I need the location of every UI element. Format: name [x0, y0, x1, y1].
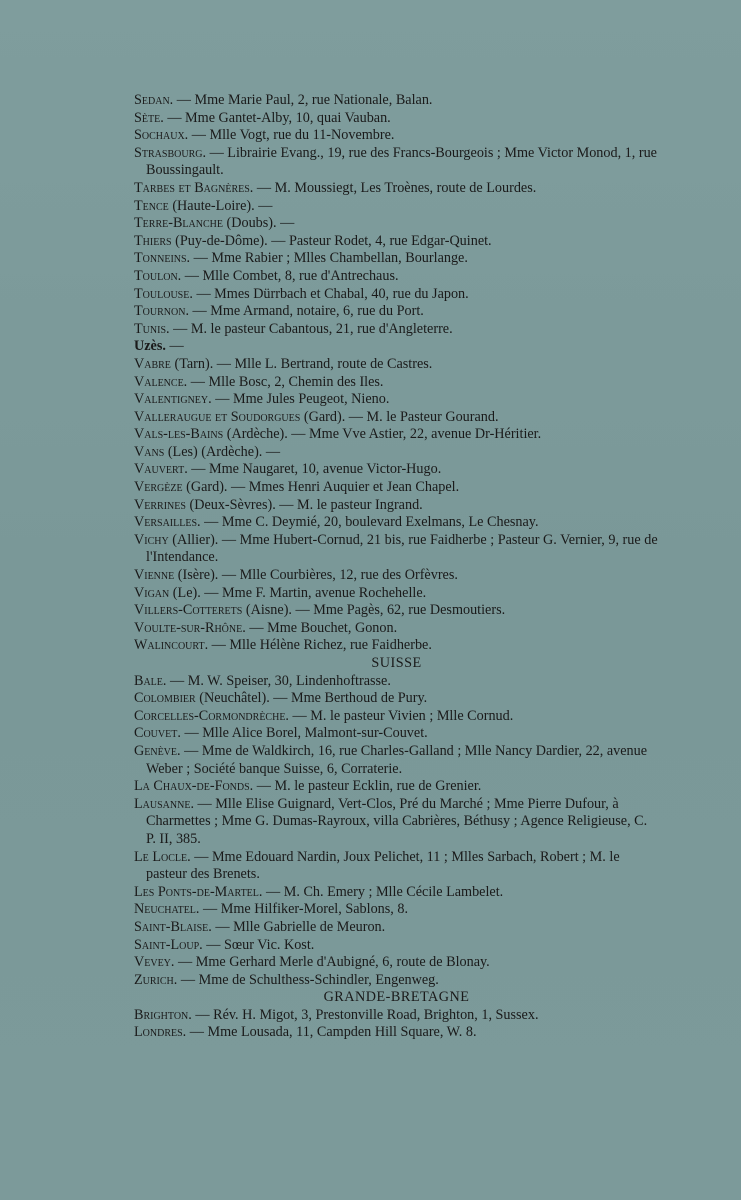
- entry-text: — Mme Gantet-Alby, 10, quai Vauban.: [163, 109, 391, 126]
- city-name: Verrines: [134, 496, 186, 513]
- directory-list: [134, 92, 659, 1042]
- directory-entry: [134, 110, 659, 128]
- directory-entry: [134, 215, 659, 233]
- entry-text: — Mlle Gabrielle de Meuron.: [211, 918, 386, 935]
- city-name: Vergèze: [134, 479, 183, 496]
- directory-entry: [134, 708, 659, 726]
- city-name: Tence: [134, 197, 169, 214]
- directory-entry: [134, 92, 659, 110]
- directory-entry: [134, 391, 659, 409]
- city-name: Londres.: [134, 1024, 187, 1041]
- directory-entry: [134, 585, 659, 603]
- city-name: Versailles.: [134, 514, 201, 531]
- directory-entry: [134, 919, 659, 937]
- directory-entry: [134, 479, 659, 497]
- entry-text: — Mme Edouard Nardin, Joux Pelichet, 11 ; Mlles Sarbach, Robert ; M. le pasteur des Brenets.: [146, 848, 620, 883]
- city-name: Vichy: [134, 531, 169, 548]
- city-name: Valentigney.: [134, 391, 212, 408]
- city-name: Voulte-sur-Rhône.: [134, 619, 246, 636]
- city-name: Valleraugue et Soudorgues: [134, 408, 301, 425]
- city-name: Sochaux.: [134, 127, 189, 144]
- entry-text: — M. Ch. Emery ; Mlle Cécile Lambelet.: [262, 883, 504, 900]
- section-heading: GRANDE-BRETAGNE: [323, 989, 470, 1006]
- city-name: Tunis.: [134, 320, 170, 337]
- entry-text: — Librairie Evang., 19, rue des Francs-Bourgeois ; Mme Victor Monod, 1, rue Boussingault.: [146, 144, 657, 179]
- entry-text: (Gard). — Mmes Henri Auquier et Jean Chapel.: [182, 479, 460, 496]
- entry-text: (Aisne). — Mme Pagès, 62, rue Desmoutiers.: [242, 602, 506, 619]
- directory-entry: [134, 673, 659, 691]
- city-name: Corcelles-Cormondrèche.: [134, 707, 289, 724]
- city-name: Terre-Blanche: [134, 215, 223, 232]
- entry-text: — Mmes Dürrbach et Chabal, 40, rue du Japon.: [192, 285, 469, 302]
- directory-entry: [134, 796, 659, 849]
- directory-entry: [134, 461, 659, 479]
- directory-entry: [134, 268, 659, 286]
- directory-entry: [134, 1024, 659, 1042]
- directory-entry: [134, 233, 659, 251]
- entry-text: — Mlle Combet, 8, rue d'Antrechaus.: [181, 267, 399, 284]
- directory-entry: [134, 198, 659, 216]
- entry-text: (Les) (Ardèche). —: [164, 443, 281, 460]
- directory-entry: [134, 725, 659, 743]
- city-name: Brighton.: [134, 1006, 192, 1023]
- directory-entry: [134, 690, 659, 708]
- directory-entry: [134, 444, 659, 462]
- entry-text: — Mlle Vogt, rue du 11-Novembre.: [188, 127, 395, 144]
- directory-entry: [134, 409, 659, 427]
- city-name: Strasbourg.: [134, 144, 207, 161]
- city-name: Neuchatel.: [134, 901, 200, 918]
- entry-text: (Deux-Sèvres). — M. le pasteur Ingrand.: [185, 496, 423, 513]
- entry-text: — Mme Gerhard Merle d'Aubigné, 6, route de Blonay.: [174, 954, 490, 971]
- entry-text: — Mme Jules Peugeot, Nieno.: [211, 391, 390, 408]
- entry-text: (Puy-de-Dôme). — Pasteur Rodet, 4, rue Edgar-Quinet.: [171, 232, 492, 249]
- city-name: Tarbes et Bagnères.: [134, 179, 254, 196]
- directory-entry: [134, 180, 659, 198]
- entry-text: — M. Moussiegt, Les Troènes, route de Lourdes.: [253, 179, 537, 196]
- directory-entry: [134, 954, 659, 972]
- entry-text: — Mme C. Deymié, 20, boulevard Exelmans, Le Chesnay.: [200, 514, 539, 531]
- directory-entry: [134, 1007, 659, 1025]
- entry-text: — Mme Lousada, 11, Campden Hill Square, W. 8.: [186, 1024, 477, 1041]
- city-name: Thiers: [134, 232, 172, 249]
- city-name: Toulouse.: [134, 285, 193, 302]
- entry-text: — M. le pasteur Cabantous, 21, rue d'Angleterre.: [169, 320, 453, 337]
- city-name: Tonneins.: [134, 250, 191, 267]
- city-name: Le Locle.: [134, 848, 191, 865]
- directory-entry: [134, 532, 659, 567]
- city-name: Toulon.: [134, 267, 182, 284]
- directory-entry: [134, 937, 659, 955]
- directory-entry: [134, 567, 659, 585]
- directory-entry: [134, 321, 659, 339]
- city-name: Uzès.: [134, 338, 166, 355]
- entry-text: (Doubs). —: [222, 215, 295, 232]
- directory-entry: [134, 497, 659, 515]
- city-name: Lausanne.: [134, 795, 194, 812]
- city-name: Zurich.: [134, 971, 178, 988]
- city-name: Villers-Cotterets: [134, 602, 243, 619]
- entry-text: — Mme de Schulthess-Schindler, Engenweg.: [177, 971, 439, 988]
- entry-text: (Tarn). — Mlle L. Bertrand, route de Castres.: [170, 355, 433, 372]
- directory-entry: [134, 637, 659, 655]
- entry-text: — Mme Hilfiker-Morel, Sablons, 8.: [199, 901, 409, 918]
- directory-entry: [134, 778, 659, 796]
- entry-text: (Haute-Loire). —: [168, 197, 273, 214]
- city-name: Vienne: [134, 567, 175, 584]
- entry-text: — M. le pasteur Ecklin, rue de Grenier.: [253, 778, 482, 795]
- entry-text: — M. W. Speiser, 30, Lindenhoftrasse.: [166, 672, 391, 689]
- city-name: Saint-Blaise.: [134, 918, 212, 935]
- entry-text: —: [165, 338, 184, 355]
- city-name: Vabre: [134, 355, 171, 372]
- city-name: Vans: [134, 443, 165, 460]
- city-name: Bale.: [134, 672, 167, 689]
- directory-entry: [134, 743, 659, 778]
- directory-entry: [134, 620, 659, 638]
- directory-entry: [134, 972, 659, 990]
- directory-entry: [134, 303, 659, 321]
- city-name: Vauvert.: [134, 461, 188, 478]
- directory-entry: [134, 514, 659, 532]
- directory-entry: [134, 602, 659, 620]
- entry-text: (Neuchâtel). — Mme Berthoud de Pury.: [195, 690, 428, 707]
- entry-text: (Ardèche). — Mme Vve Astier, 22, avenue Dr-Héritier.: [223, 426, 542, 443]
- section-heading: SUISSE: [371, 655, 422, 671]
- directory-entry: [134, 426, 659, 444]
- entry-text: (Le). — Mme F. Martin, avenue Rochehelle.: [169, 584, 427, 601]
- entry-text: (Isère). — Mlle Courbières, 12, rue des Orfèvres.: [174, 567, 458, 584]
- entry-text: — Rév. H. Migot, 3, Prestonville Road, Brighton, 1, Sussex.: [191, 1006, 539, 1023]
- city-name: Vals-les-Bains: [134, 426, 224, 443]
- entry-text: — Mme Rabier ; Mlles Chambellan, Bourlange.: [190, 250, 468, 267]
- city-name: La Chaux-de-Fonds.: [134, 778, 254, 795]
- directory-entry: [134, 286, 659, 304]
- directory-entry: [134, 338, 659, 356]
- entry-text: — Mme Armand, notaire, 6, rue du Port.: [189, 303, 424, 320]
- entry-text: (Gard). — M. le Pasteur Gourand.: [300, 408, 499, 425]
- entry-text: — Mlle Hélène Richez, rue Faidherbe.: [208, 637, 432, 654]
- city-name: Sète.: [134, 109, 164, 126]
- city-name: Saint-Loup.: [134, 936, 203, 953]
- city-name: Walincourt.: [134, 637, 209, 654]
- city-name: Vevey.: [134, 954, 175, 971]
- entry-text: — Mme Naugaret, 10, avenue Victor-Hugo.: [187, 461, 442, 478]
- entry-text: (Allier). — Mme Hubert-Cornud, 21 bis, rue Faidherbe ; Pasteur G. Vernier, 9, rue de l'Intendance.: [146, 531, 658, 566]
- entry-text: — Mme de Waldkirch, 16, rue Charles-Galland ; Mlle Nancy Dardier, 22, avenue Weber ; Société banque Suisse, 6, Corraterie.: [146, 742, 648, 777]
- directory-entry: [134, 127, 659, 145]
- directory-entry: [134, 250, 659, 268]
- directory-entry: [134, 884, 659, 902]
- entry-text: — Mlle Alice Borel, Malmont-sur-Couvet.: [180, 725, 428, 742]
- entry-text: — Mme Bouchet, Gonon.: [245, 619, 398, 636]
- directory-entry: [134, 901, 659, 919]
- city-name: Colombier: [134, 690, 196, 707]
- entry-text: — Mlle Elise Guignard, Vert-Clos, Pré du Marché ; Mme Pierre Dufour, à Charmettes ; Mme G. Dumas-Rayroux, villa Cabrières, Béthusy ; Agence Religieuse, C. P. II, 385.: [146, 795, 648, 847]
- city-name: Tournon.: [134, 303, 189, 320]
- directory-entry: [134, 374, 659, 392]
- city-name: Les Ponts-de-Martel.: [134, 883, 263, 900]
- directory-entry: [134, 356, 659, 374]
- entry-text: — Mme Marie Paul, 2, rue Nationale, Balan.: [173, 92, 433, 108]
- directory-entry: [134, 849, 659, 884]
- entry-text: — Sœur Vic. Kost.: [202, 936, 315, 953]
- city-name: Couvet.: [134, 725, 181, 742]
- city-name: Valence.: [134, 373, 188, 390]
- entry-text: — Mlle Bosc, 2, Chemin des Iles.: [187, 373, 384, 390]
- city-name: Sedan.: [134, 92, 174, 108]
- city-name: Vigan: [134, 584, 170, 601]
- city-name: Genève.: [134, 742, 181, 759]
- entry-text: — M. le pasteur Vivien ; Mlle Cornud.: [288, 707, 514, 724]
- directory-entry: [134, 145, 659, 180]
